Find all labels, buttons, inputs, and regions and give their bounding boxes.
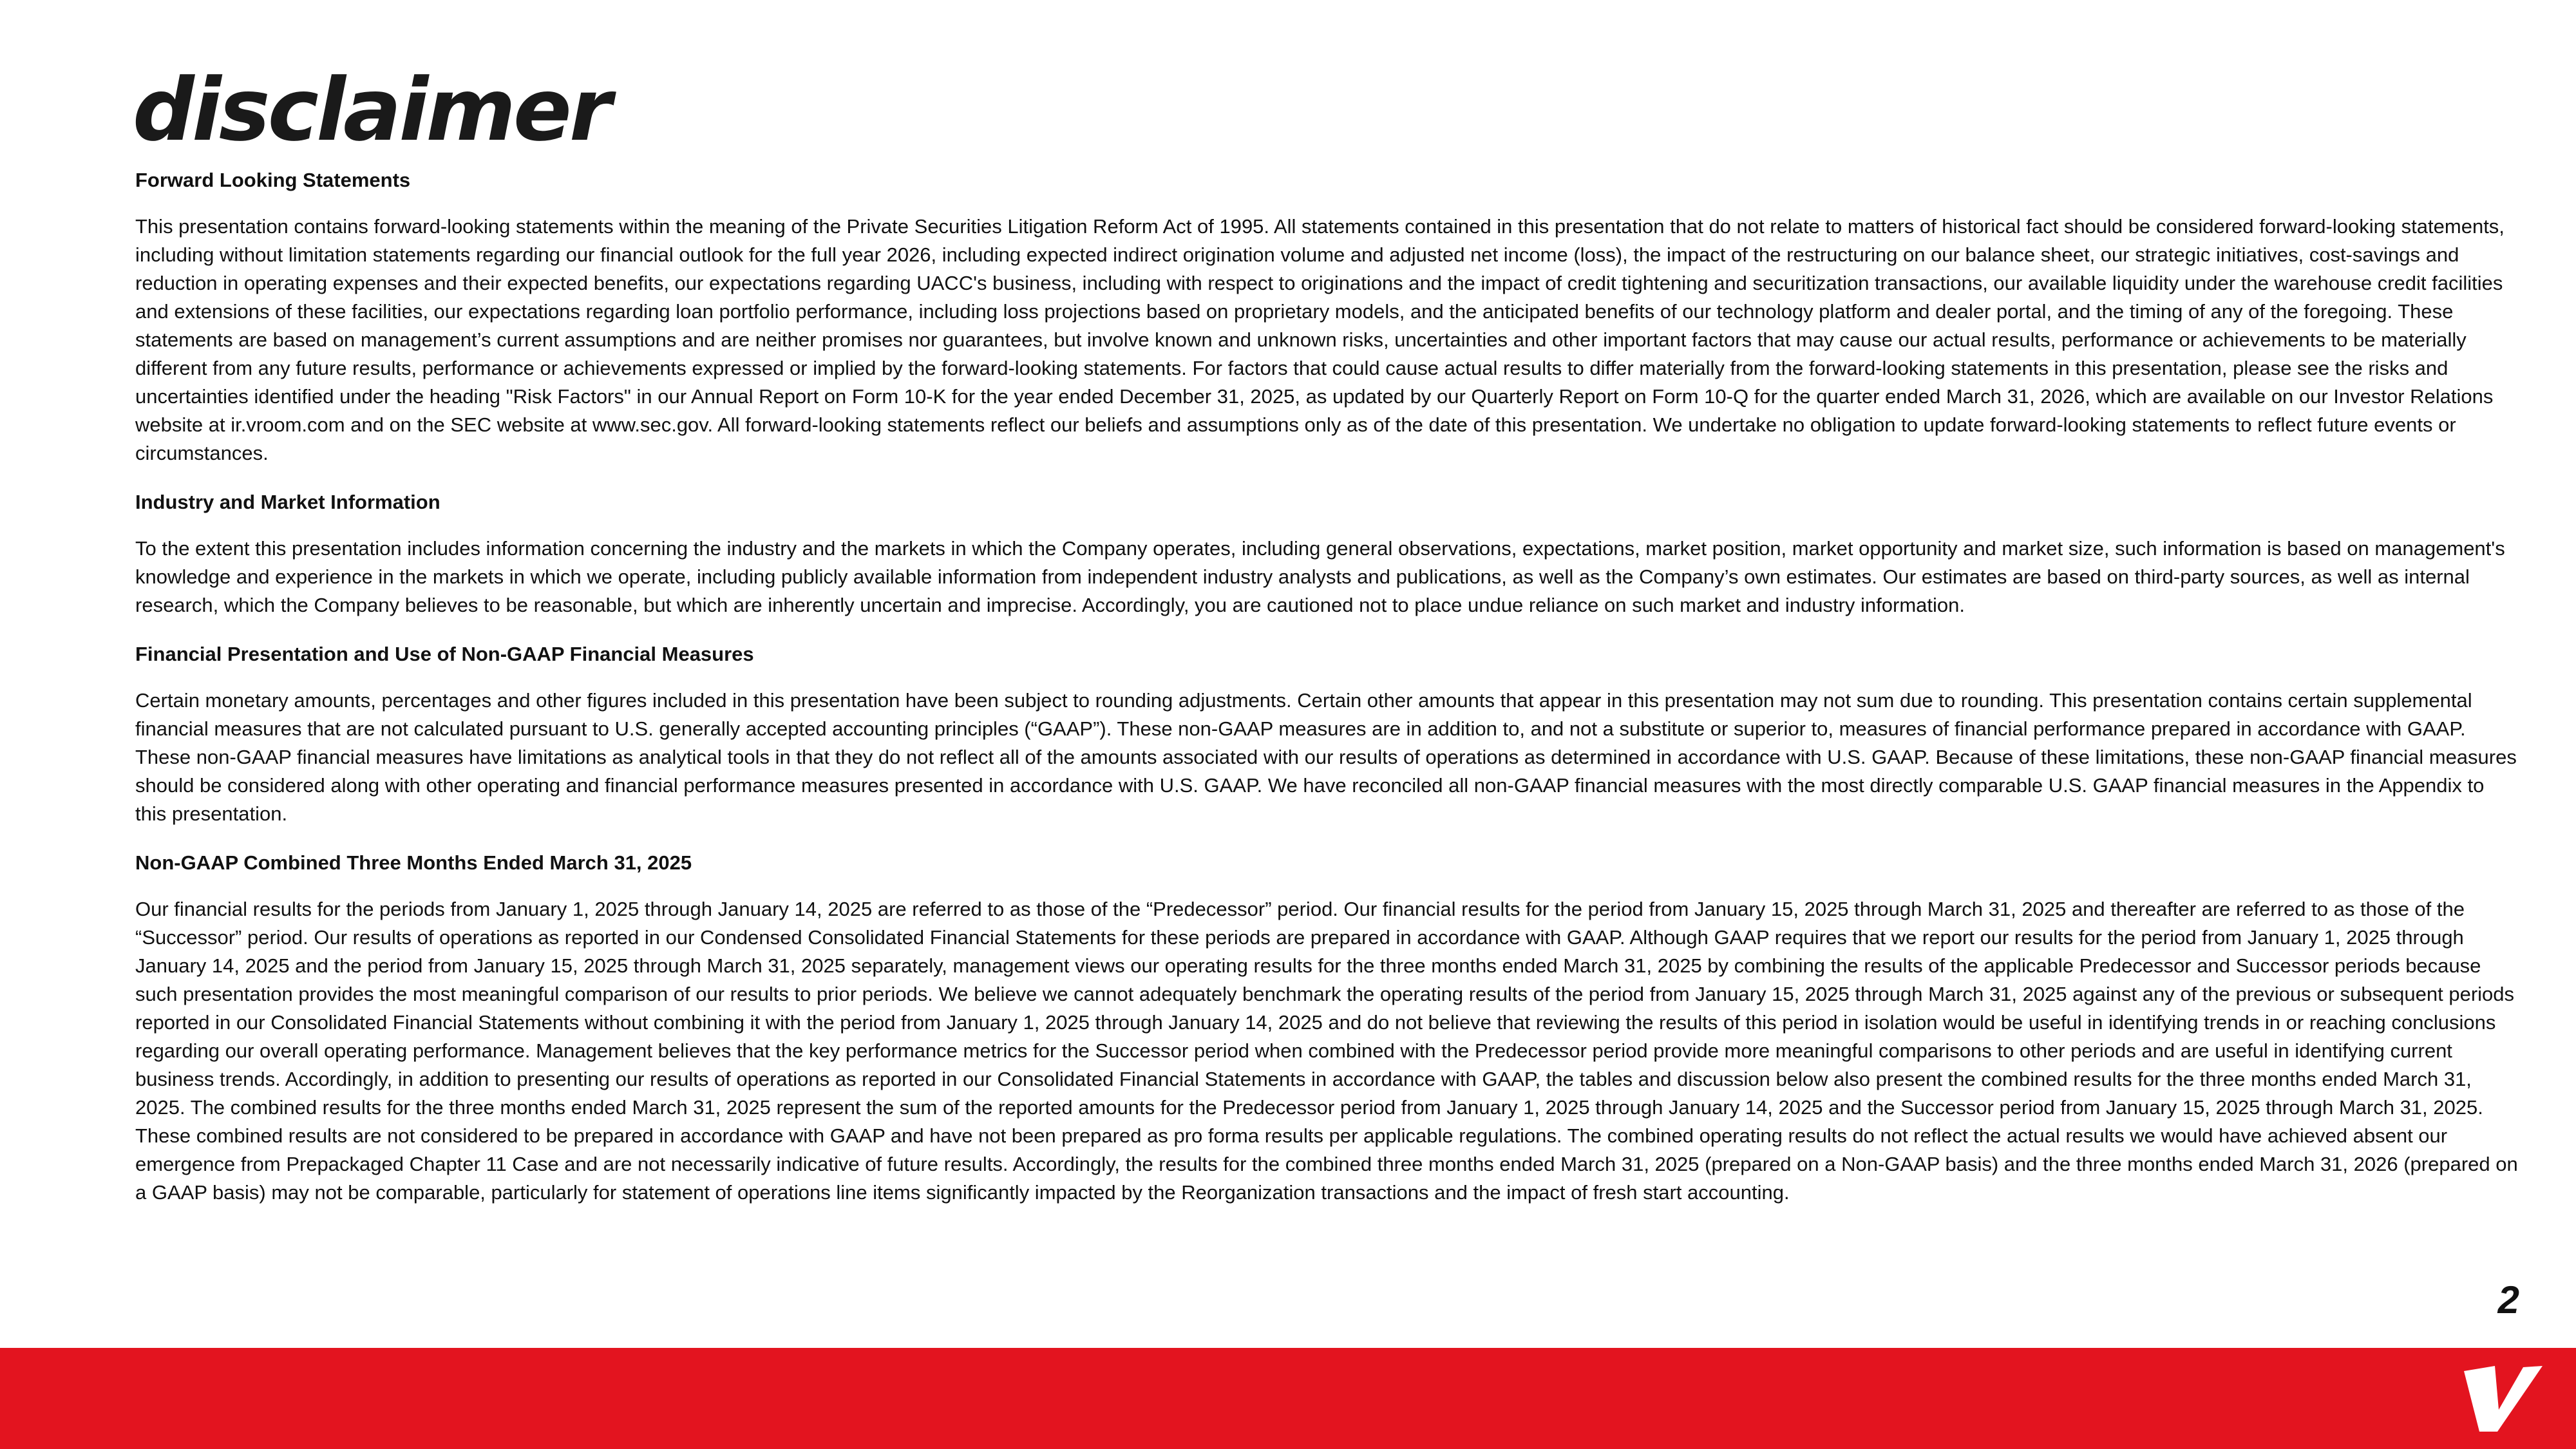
- footer-bar: [0, 1348, 2576, 1449]
- page-title: disclaimer: [133, 60, 609, 160]
- section-body: This presentation contains forward-looking statements within the meaning of the Private Securities Litigation Reform Act of 1995. All statements contained in this presentation that do not relate to matters of historical fact should be considered forward-looking statements, including without limitation statements regarding our financial outlook for the full year 2026, including expected indirect origination volume and adjusted net income (loss), the impact of the restructuring on our balance sheet, our strategic initiatives, cost-savings and reduction in operating expenses and their expected benefits, our expectations regarding UACC's business, including with respect to originations and the impact of credit tightening and securitization transactions, our available liquidity under the warehouse credit facilities and extensions of these facilities, our expectations regarding loan portfolio performance, including loss projections based on proprietary models, and the anticipated benefits of our technology platform and dealer portal, and the timing of any of the foregoing. These statements are based on management’s current assumptions and are neither promises nor guarantees, but involve known and unknown risks, uncertainties and other important factors that may cause our actual results, performance or achievements to be materially different from any future results, performance or achievements expressed or implied by the forward-looking statements. For factors that could cause actual results to differ materially from the forward-looking statements in this presentation, please see the risks and uncertainties identified under the heading "Risk Factors" in our Annual Report on Form 10-K for the year ended December 31, 2025, as updated by our Quarterly Report on Form 10-Q for the quarter ended March 31, 2026, which are available on our Investor Relations website at ir.vroom.com and on the SEC website at www.sec.gov. All forward-looking statements reflect our beliefs and assumptions only as of the date of this presentation. We undertake no obligation to update forward-looking statements to reflect future events or circumstances.: [135, 215, 2505, 464]
- section-heading: Non-GAAP Combined Three Months Ended March 31, 2025: [135, 851, 692, 874]
- disclaimer-content: [135, 166, 2518, 1227]
- section-heading: Financial Presentation and Use of Non-GAAP Financial Measures: [135, 643, 754, 665]
- non-gaap-combined-section: [135, 849, 2518, 1207]
- section-body: Certain monetary amounts, percentages and other figures included in this presentation have been subject to rounding adjustments. Certain other amounts that appear in this presentation may not sum due to rounding. This presentation contains certain supplemental financial measures that are not calculated pursuant to U.S. generally accepted accounting principles (“GAAP”). These non-GAAP measures are in addition to, and not a substitute or superior to, measures of financial performance prepared in accordance with GAAP. These non-GAAP financial measures have limitations as analytical tools in that they do not reflect all of the amounts associated with our results of operations as determined in accordance with U.S. GAAP. Because of these limitations, these non-GAAP financial measures should be considered along with other operating and financial performance measures presented in accordance with U.S. GAAP. We have reconciled all non-GAAP financial measures with the most directly comparable U.S. GAAP financial measures in the Appendix to this presentation.: [135, 689, 2517, 825]
- section-heading: Forward Looking Statements: [135, 169, 411, 191]
- section-heading: Industry and Market Information: [135, 491, 440, 513]
- vroom-v-logo-icon: [2460, 1362, 2544, 1434]
- non-gaap-measures-section: [135, 640, 2518, 828]
- section-body: To the extent this presentation includes information concerning the industry and the markets in which the Company operates, including general observations, expectations, market position, market opportunity and market size, such information is based on management's knowledge and experience in the markets in which we operate, including publicly available information from independent industry analysts and publications, as well as the Company’s own estimates. Our estimates are based on third-party sources, as well as internal research, which the Company believes to be reasonable, but which are inherently uncertain and imprecise. Accordingly, you are cautioned not to place undue reliance on such market and industry information.: [135, 537, 2505, 616]
- industry-market-section: [135, 488, 2518, 620]
- page-number: 2: [2497, 1278, 2519, 1321]
- section-body: Our financial results for the periods from January 1, 2025 through January 14, 2025 are referred to as those of the “Predecessor” period. Our financial results for the period from January 15, 2025 through March 31, 2025 and thereafter are referred to as those of the “Successor” period. Our results of operations as reported in our Condensed Consolidated Financial Statements for these periods are prepared in accordance with GAAP. Although GAAP requires that we report our results for the period from January 1, 2025 through January 14, 2025 and the period from January 15, 2025 through March 31, 2025 separately, management views our operating results for the three months ended March 31, 2025 by combining the results of the applicable Predecessor and Successor periods because such presentation provides the most meaningful comparison of our results to prior periods. We believe we cannot adequately benchmark the operating results of the period from January 15, 2025 through March 31, 2025 against any of the previous or subsequent periods reported in our Consolidated Financial Statements without combining it with the period from January 1, 2025 through January 14, 2025 and do not believe that reviewing the results of this period in isolation would be useful in identifying trends in or reaching conclusions regarding our overall operating performance. Management believes that the key performance metrics for the Successor period when combined with the Predecessor period provide more meaningful comparisons to other periods and are useful in identifying current business trends. Accordingly, in addition to presenting our results of operations as reported in our Consolidated Financial Statements in accordance with GAAP, the tables and discussion below also present the combined results for the three months ended March 31, 2025. The combined results for the three months ended March 31, 2025 represent the sum of the reported amounts for the Predecessor period from January 1, 2025 through January 14, 2025 and the Successor period from January 15, 2025 through March 31, 2025. These combined results are not considered to be prepared in accordance with GAAP and have not been prepared as pro forma results per applicable regulations. The combined operating results do not reflect the actual results we would have achieved absent our emergence from Prepackaged Chapter 11 Case and are not necessarily indicative of future results. Accordingly, the results for the combined three months ended March 31, 2025 (prepared on a Non-GAAP basis) and the three months ended March 31, 2026 (prepared on a GAAP basis) may not be comparable, particularly for statement of operations line items significantly impacted by the Reorganization transactions and the impact of fresh start accounting.: [135, 898, 2518, 1204]
- forward-looking-section: [135, 166, 2518, 468]
